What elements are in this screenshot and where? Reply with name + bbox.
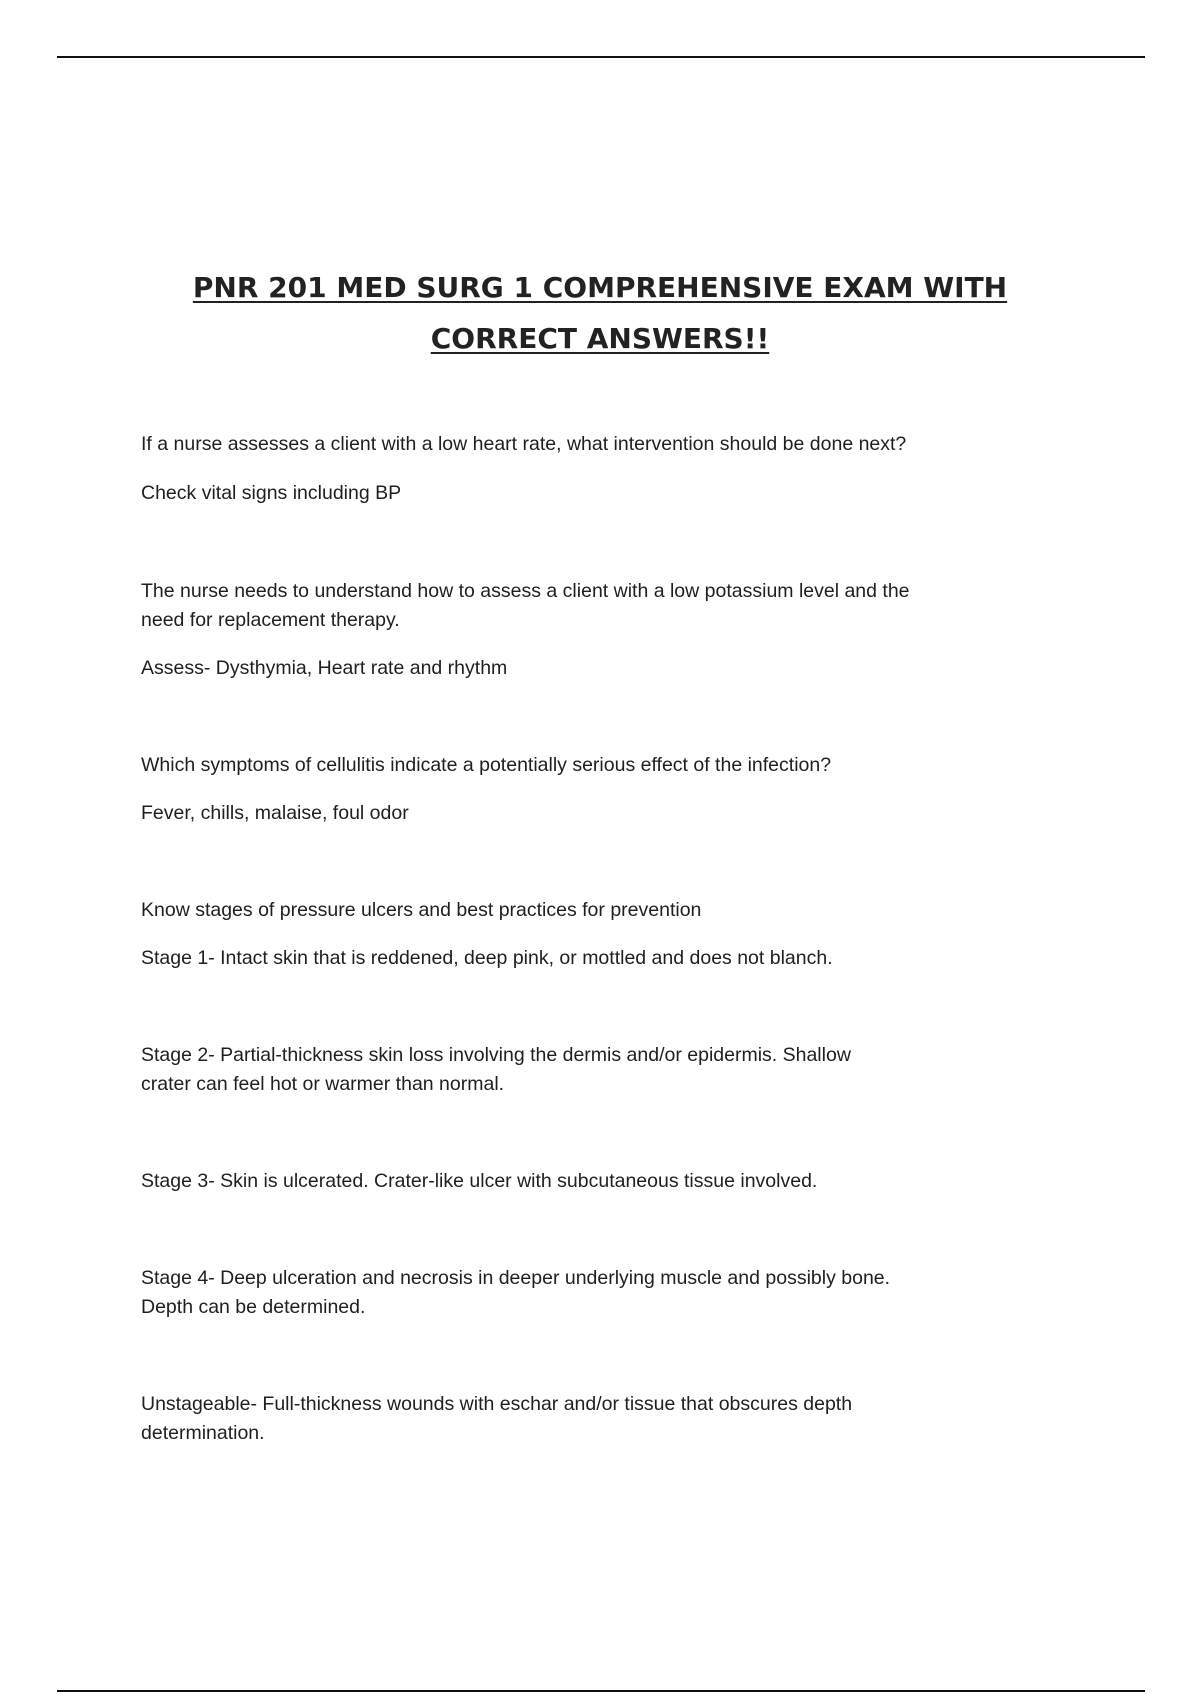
answer-4: Stage 1- Intact skin that is reddened, deep pink, or mottled and does not blanch. <box>141 947 833 969</box>
bottom-rule <box>57 1690 1145 1692</box>
stage-4-line-2: Depth can be determined. <box>141 1296 366 1318</box>
question-1: If a nurse assesses a client with a low heart rate, what intervention should be done next? <box>141 433 907 455</box>
stage-3-line-1: Stage 3- Skin is ulcerated. Crater-like ulcer with subcutaneous tissue involved. <box>141 1170 818 1192</box>
question-3: Which symptoms of cellulitis indicate a potentially serious effect of the infection? <box>141 754 832 776</box>
title-line-1: PNR 201 MED SURG 1 COMPREHENSIVE EXAM WITH <box>192 271 1008 304</box>
answer-3: Fever, chills, malaise, foul odor <box>141 802 409 824</box>
stage-4-line-1: Stage 4- Deep ulceration and necrosis in deeper underlying muscle and possibly bone. <box>141 1267 891 1289</box>
title-line-2: CORRECT ANSWERS!! <box>430 322 770 355</box>
unstageable-line-2: determination. <box>141 1422 265 1444</box>
answer-2: Assess- Dysthymia, Heart rate and rhythm <box>141 657 508 679</box>
stage-2-line-2: crater can feel hot or warmer than normal. <box>141 1073 505 1095</box>
stage-2-line-1: Stage 2- Partial-thickness skin loss involving the dermis and/or epidermis. Shallow <box>141 1044 851 1066</box>
question-2-line-2: need for replacement therapy. <box>141 609 400 631</box>
question-4: Know stages of pressure ulcers and best practices for prevention <box>141 899 702 921</box>
top-rule <box>57 56 1145 58</box>
question-2-line-1: The nurse needs to understand how to assess a client with a low potassium level and the <box>141 580 910 602</box>
document-title <box>100 262 1100 364</box>
unstageable-line-1: Unstageable- Full-thickness wounds with eschar and/or tissue that obscures depth <box>141 1393 853 1415</box>
answer-1: Check vital signs including BP <box>141 482 402 504</box>
